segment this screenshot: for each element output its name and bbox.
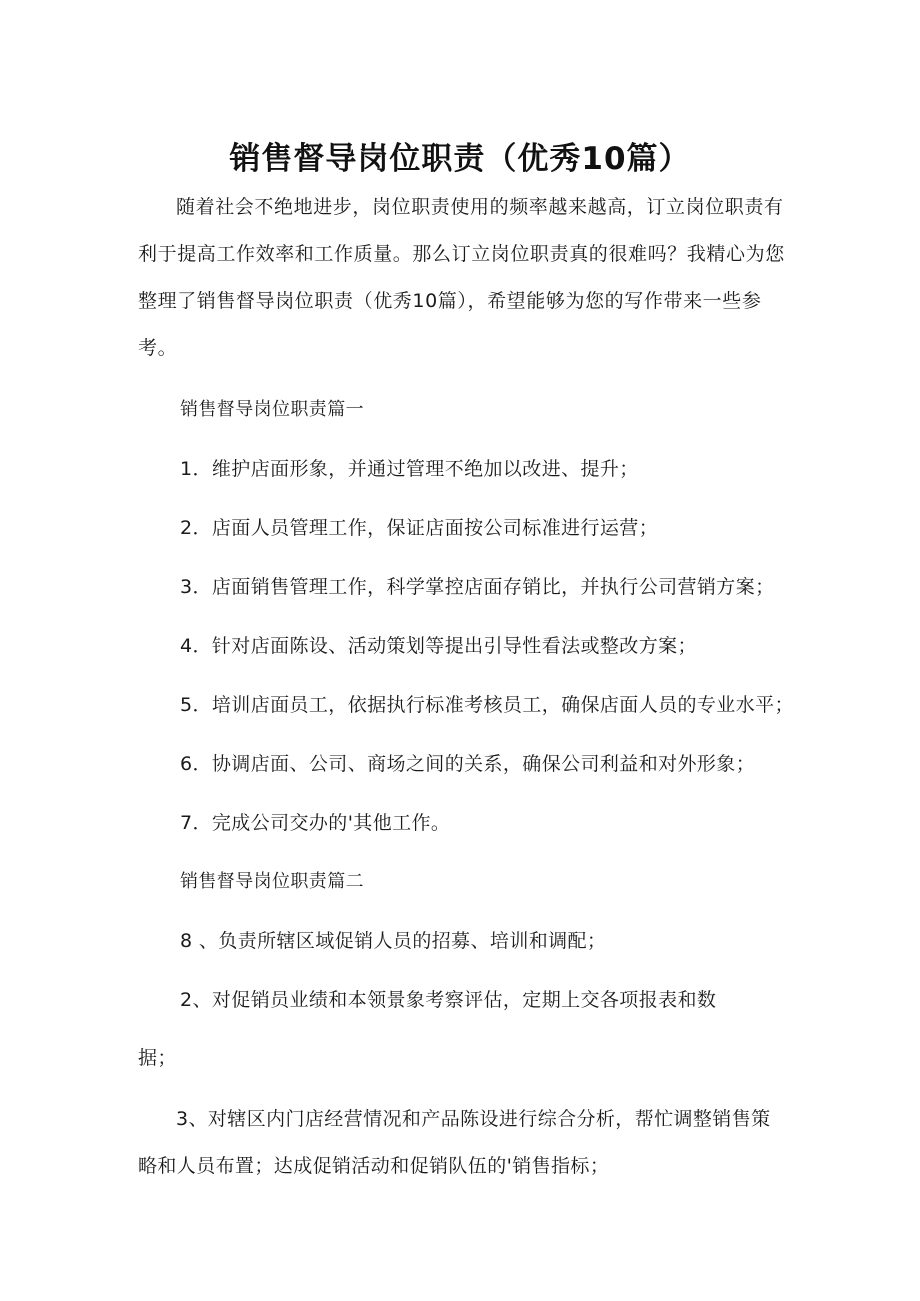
list-item: 7．完成公司交办的'其他工作。 <box>180 812 451 834</box>
document-title: 销售督导岗位职责（优秀10篇） <box>229 140 691 177</box>
list-item: 1．维护店面形象，并通过管理不绝加以改进、提升； <box>180 458 639 480</box>
section-heading-2: 销售督导岗位职责篇二 <box>180 871 364 892</box>
list-item: 3、对辖区内门店经营情况和产品陈设进行综合分析，帮忙调整销售策略和人员布置；达成促销活动和促销队伍的'销售指标； <box>138 1108 771 1177</box>
list-item: 3．店面销售管理工作，科学掌控店面存销比，并执行公司营销方案； <box>180 576 775 598</box>
section-heading-1: 销售督导岗位职责篇一 <box>180 399 364 420</box>
list-item: 5．培训店面员工，依据执行标准考核员工，确保店面人员的专业水平； <box>180 694 794 716</box>
list-item: 2．店面人员管理工作，保证店面按公司标准进行运营； <box>180 517 659 539</box>
list-item-continuation: 据； <box>138 1047 177 1069</box>
list-item: 8 、负责所辖区域促销人员的招募、培训和调配； <box>180 930 607 952</box>
intro-paragraph: 随着社会不绝地进步，岗位职责使用的频率越来越高，订立岗位职责有利于提高工作效率和工作质量。那么订立岗位职责真的很难吗？我精心为您整理了销售督导岗位职责（优秀10篇），希望能够为您的写作带来一些参考。 <box>138 196 785 359</box>
list-item: 2、对促销员业绩和本领景象考察评估，定期上交各项报表和数 <box>180 989 717 1011</box>
list-item: 6．协调店面、公司、商场之间的关系，确保公司利益和对外形象； <box>180 753 756 775</box>
list-item: 4．针对店面陈设、活动策划等提出引导性看法或整改方案； <box>180 635 697 657</box>
